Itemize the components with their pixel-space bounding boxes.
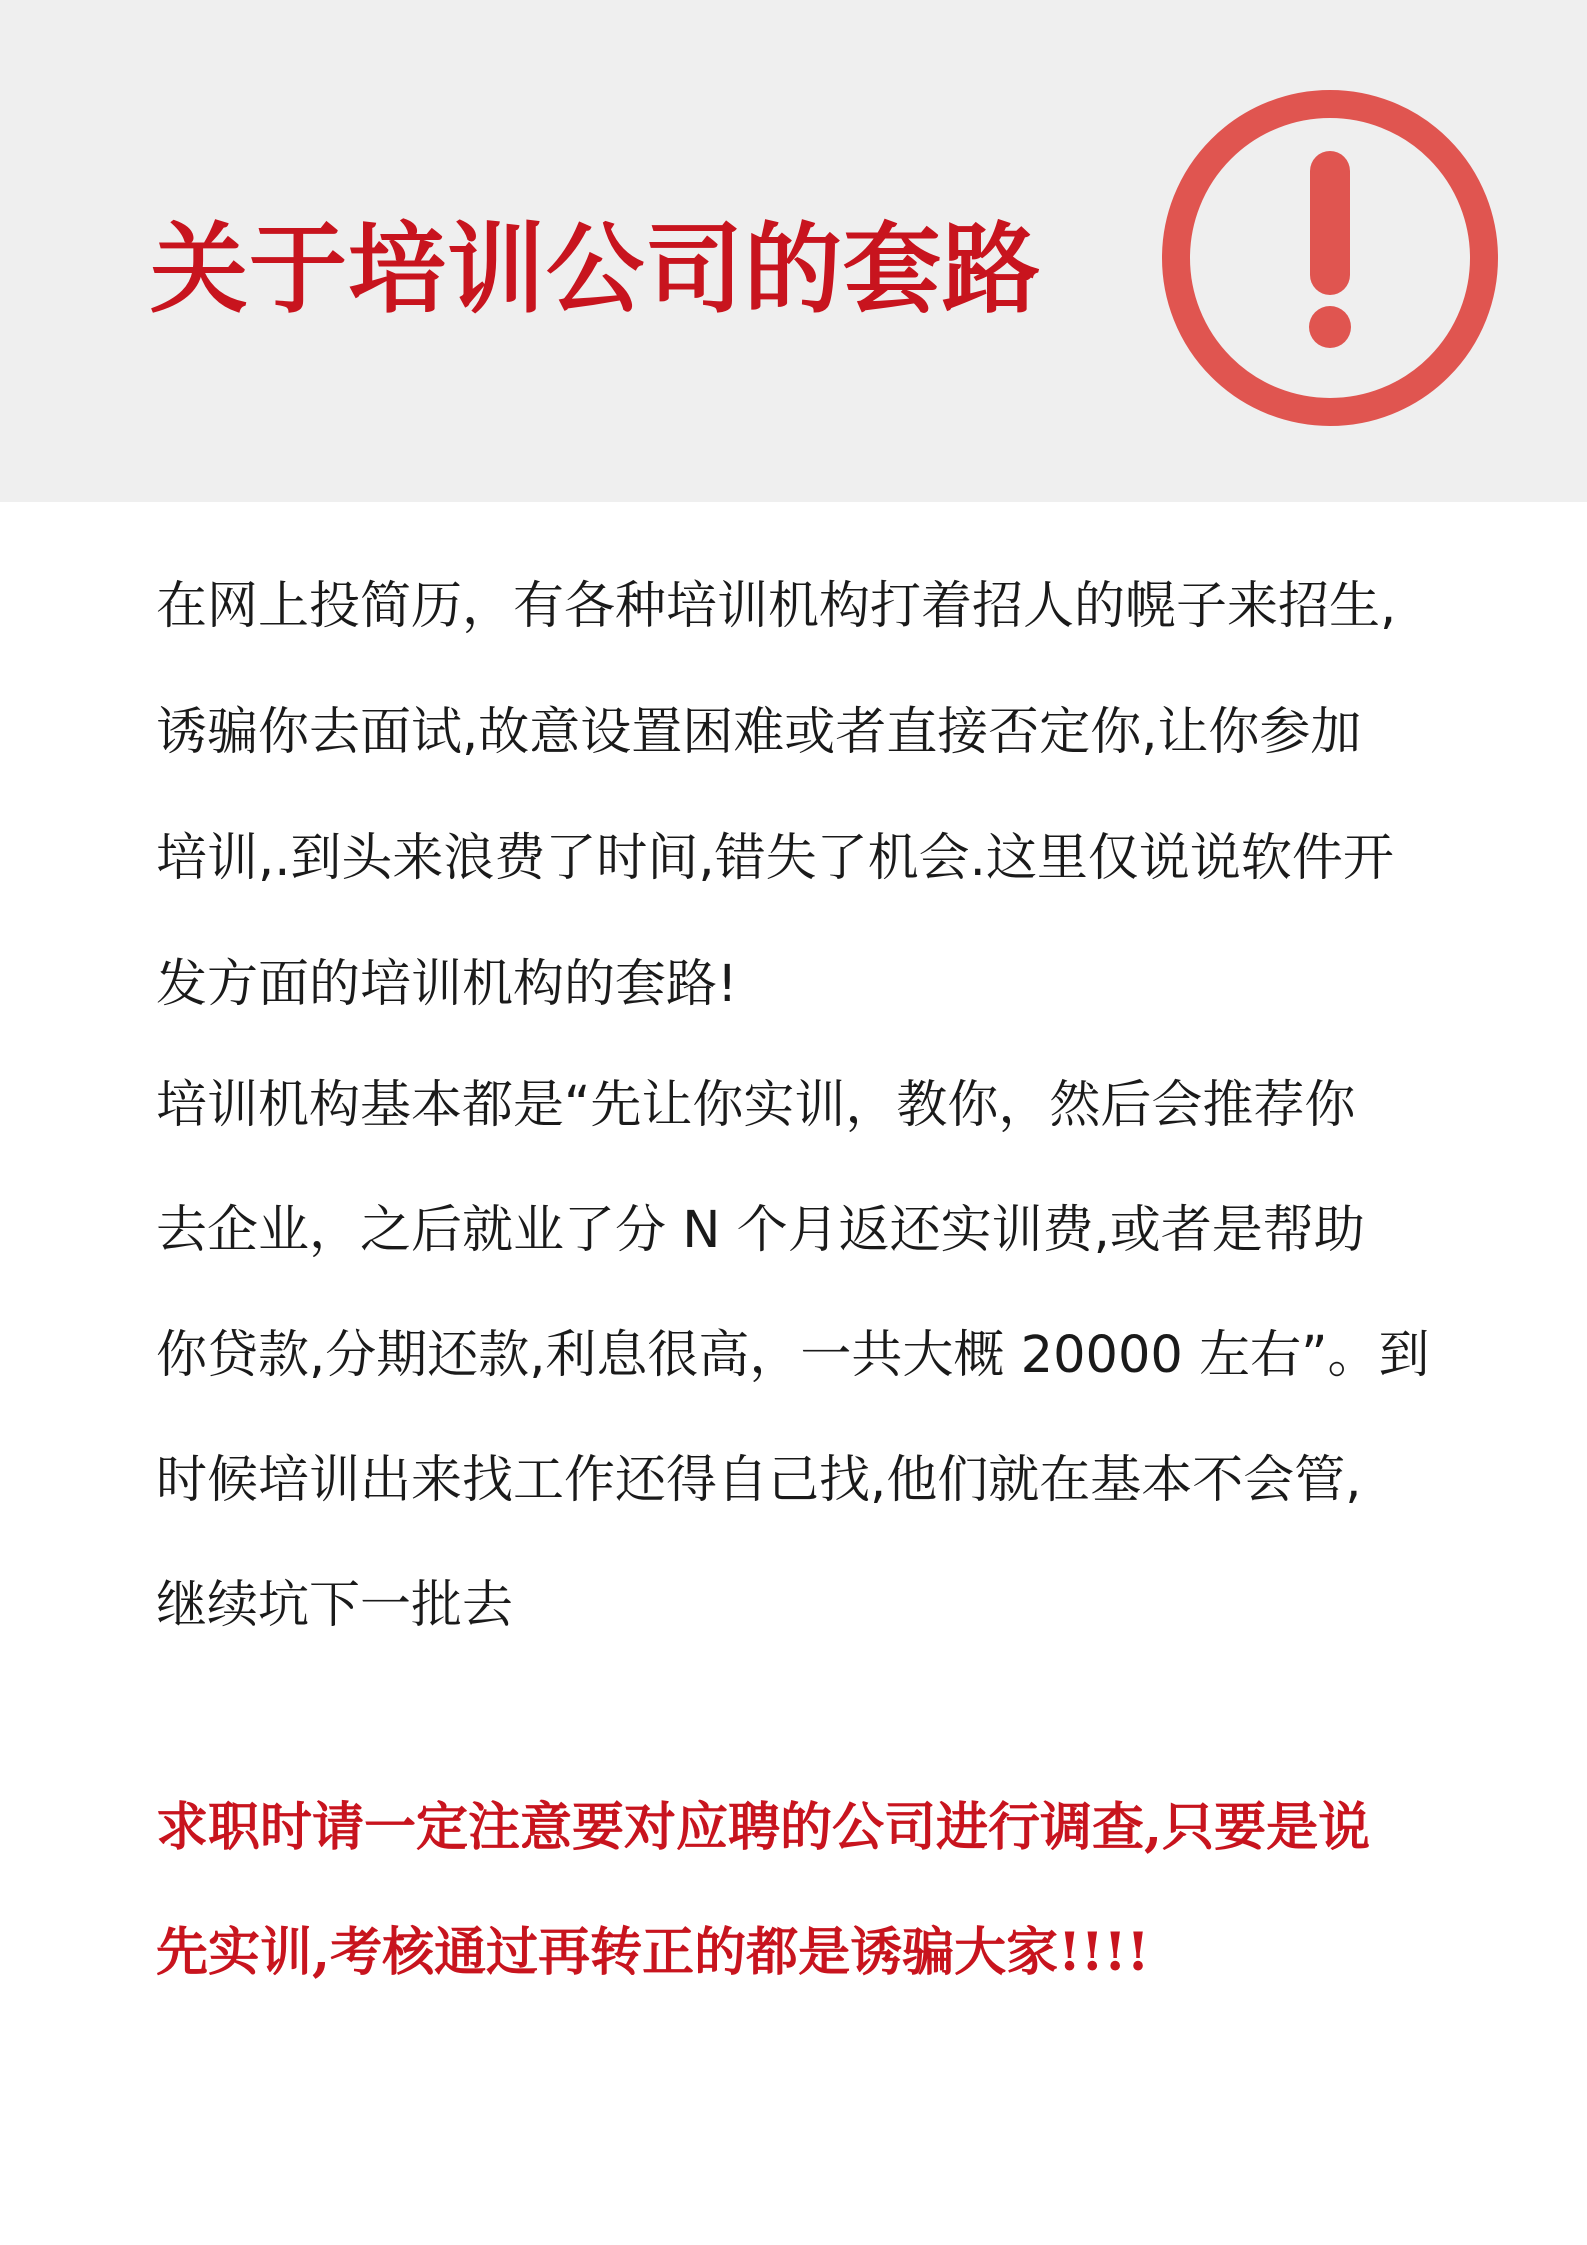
page-title: 关于培训公司的套路	[150, 213, 1042, 327]
warning-line: 先实训,考核通过再转正的都是诱骗大家!!!!	[156, 1922, 1150, 1983]
text-line: 继续坑下一批去	[156, 1576, 514, 1635]
text-line: 发方面的培训机构的套路!	[156, 955, 738, 1014]
text-line: 在网上投简历，有各种培训机构打着招人的幌子来招生,	[156, 577, 1397, 636]
text-line: 培训,.到头来浪费了时间,错失了机会.这里仅说说软件开	[156, 829, 1394, 888]
text-line: 你贷款,分期还款,利息很高，一共大概 20000 左右”。到	[156, 1326, 1430, 1385]
text-line: 去企业，之后就业了分 N 个月返还实训费,或者是帮助	[156, 1201, 1365, 1260]
header-banner	[0, 0, 1587, 502]
text-line: 时候培训出来找工作还得自己找,他们就在基本不会管,	[156, 1451, 1362, 1510]
text-line: 诱骗你去面试,故意设置困难或者直接否定你,让你参加	[156, 703, 1362, 762]
text-line: 培训机构基本都是“先让你实训，教你，然后会推荐你	[156, 1076, 1356, 1135]
exclamation-circle-icon	[1159, 87, 1501, 429]
warning-line: 求职时请一定注意要对应聘的公司进行调查,只要是说	[156, 1797, 1371, 1858]
